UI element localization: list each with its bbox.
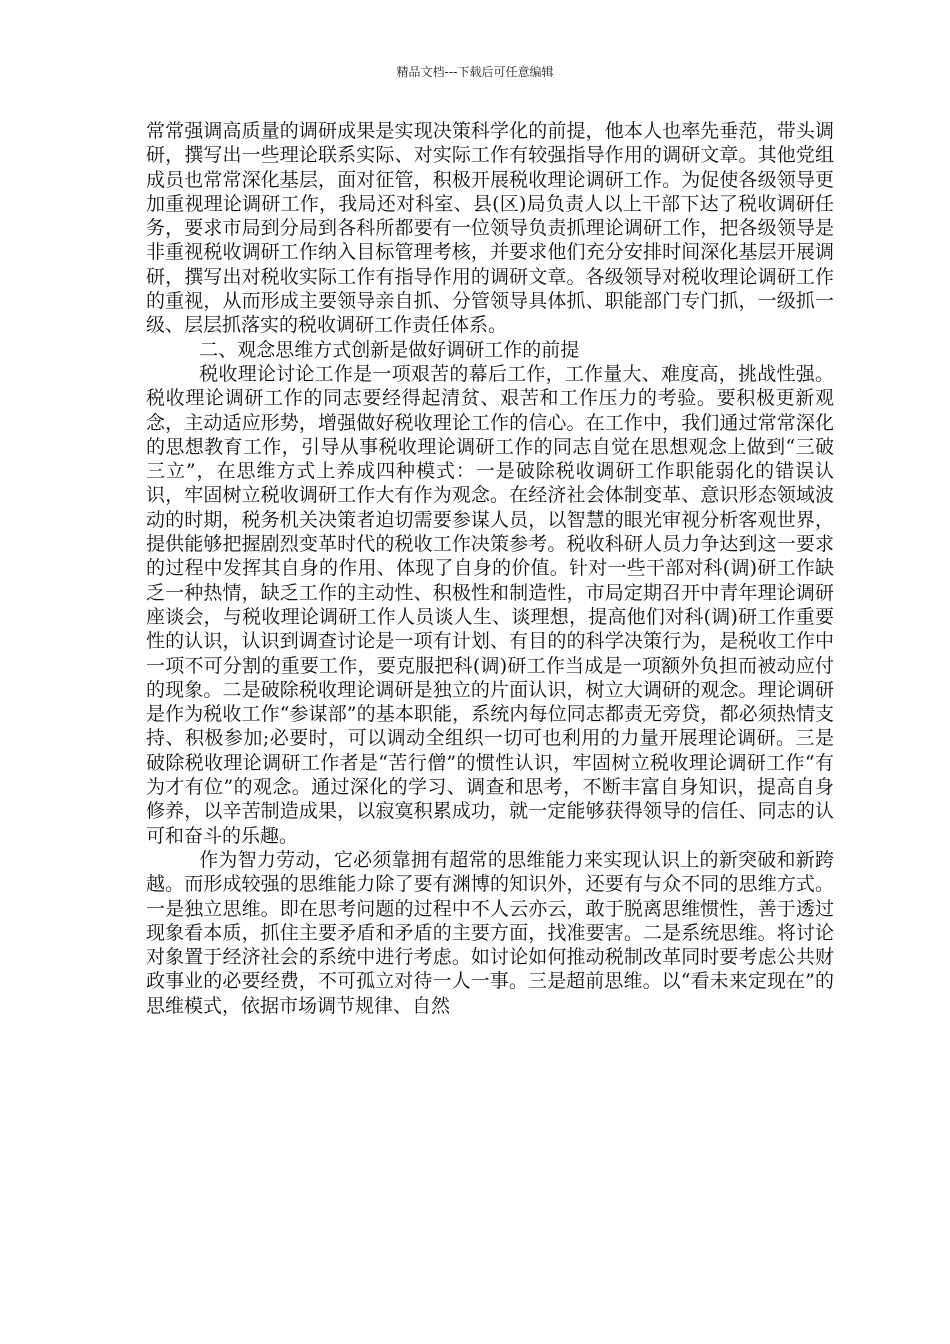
paragraph-1: 常常强调高质量的调研成果是实现决策科学化的前提，他本人也率先垂范，带头调研，撰写出一些理论联系实际、对实际工作有较强指导作用的调研文章。其他党组成员也常常深化基层，面对征管，积极开展税收理论调研工作。为促使各级领导更加重视理论调研工作，我局还对科室、县(区)局负责人以上干部下达了税收调研任务，要求市局到分局到各科所都要有一位领导负责抓理论调研工作，把各级领导是非重视税收调研工作纳入目标管理考核，并要求他们充分安排时间深化基层开展调研，撰写出对税收实际工作有指导作用的调研文章。各级领导对税收理论调研工作的重视，从而形成主要领导亲自抓、分管领导具体抓、职能部门专门抓，一级抓一级、层层抓落实的税收调研工作责任体系。: [146, 120, 834, 337]
paragraph-3: 作为智力劳动，它必须靠拥有超常的思维能力来实现认识上的新突破和新跨越。而形成较强的思维能力除了要有渊博的知识外，还要有与众不同的思维方式。一是独立思维。即在思考问题的过程中不人云亦云，敢于脱离思维惯性，善于透过现象看本质，抓住主要矛盾和矛盾的主要方面，找准要害。二是系统思维。将讨论对象置于经济社会的系统中进行考虑。如讨论如何推动税制改革同时要考虑公共财政事业的必要经费，不可孤立对待一人一事。三是超前思维。以“看未来定现在”的思维模式，依据市场调节规律、自然: [146, 848, 834, 1017]
document-body: [146, 119, 834, 1018]
section-heading: 二、观念思维方式创新是做好调研工作的前提: [199, 338, 580, 361]
paragraph-2: 税收理论讨论工作是一项艰苦的幕后工作，工作量大、难度高，挑战性强。税收理论调研工作的同志要经得起清贫、艰苦和工作压力的考验。要积极更新观念，主动适应形势，增强做好税收理论工作的信心。在工作中，我们通过常常深化的思想教育工作，引导从事税收理论调研工作的同志自觉在思想观念上做到“三破三立”，在思维方式上养成四种模式：一是破除税收调研工作职能弱化的错误认识，牢固树立税收调研工作大有作为观念。在经济社会体制变革、意识形态领域波动的时期，税务机关决策者迫切需要参谋人员，以智慧的眼光审视分析客观世界，提供能够把握剧烈变革时代的税收工作决策参考。税收科研人员力争达到这一要求的过程中发挥其自身的作用、体现了自身的价值。针对一些干部对科(调)研工作缺乏一种热情，缺乏工作的主动性、积极性和制造性，市局定期召开中青年理论调研座谈会，与税收理论调研工作人员谈人生、谈理想，提高他们对科(调)研工作重要性的认识，认识到调查讨论是一项有计划、有目的的科学决策行为，是税收工作中一项不可分割的重要工作，要克服把科(调)研工作当成是一项额外负担而被动应付的现象。二是破除税收理论调研是独立的片面认识，树立大调研的观念。理论调研是作为税收工作“参谋部”的基本职能，系统内每位同志都责无旁贷，都必须热情支持、积极参加;必要时，可以调动全组织一切可也利用的力量开展理论调研。三是破除税收理论调研工作者是“苦行僧”的惯性认识，牢固树立税收理论调研工作“有为才有位”的观念。通过深化的学习、调查和思考，不断丰富自身知识，提高自身修养，以辛苦制造成果，以寂寞积累成功，就一定能够获得领导的信任、同志的认可和奋斗的乐趣。: [146, 362, 834, 847]
page-header: 精品文档---下载后可任意编辑: [396, 65, 554, 79]
